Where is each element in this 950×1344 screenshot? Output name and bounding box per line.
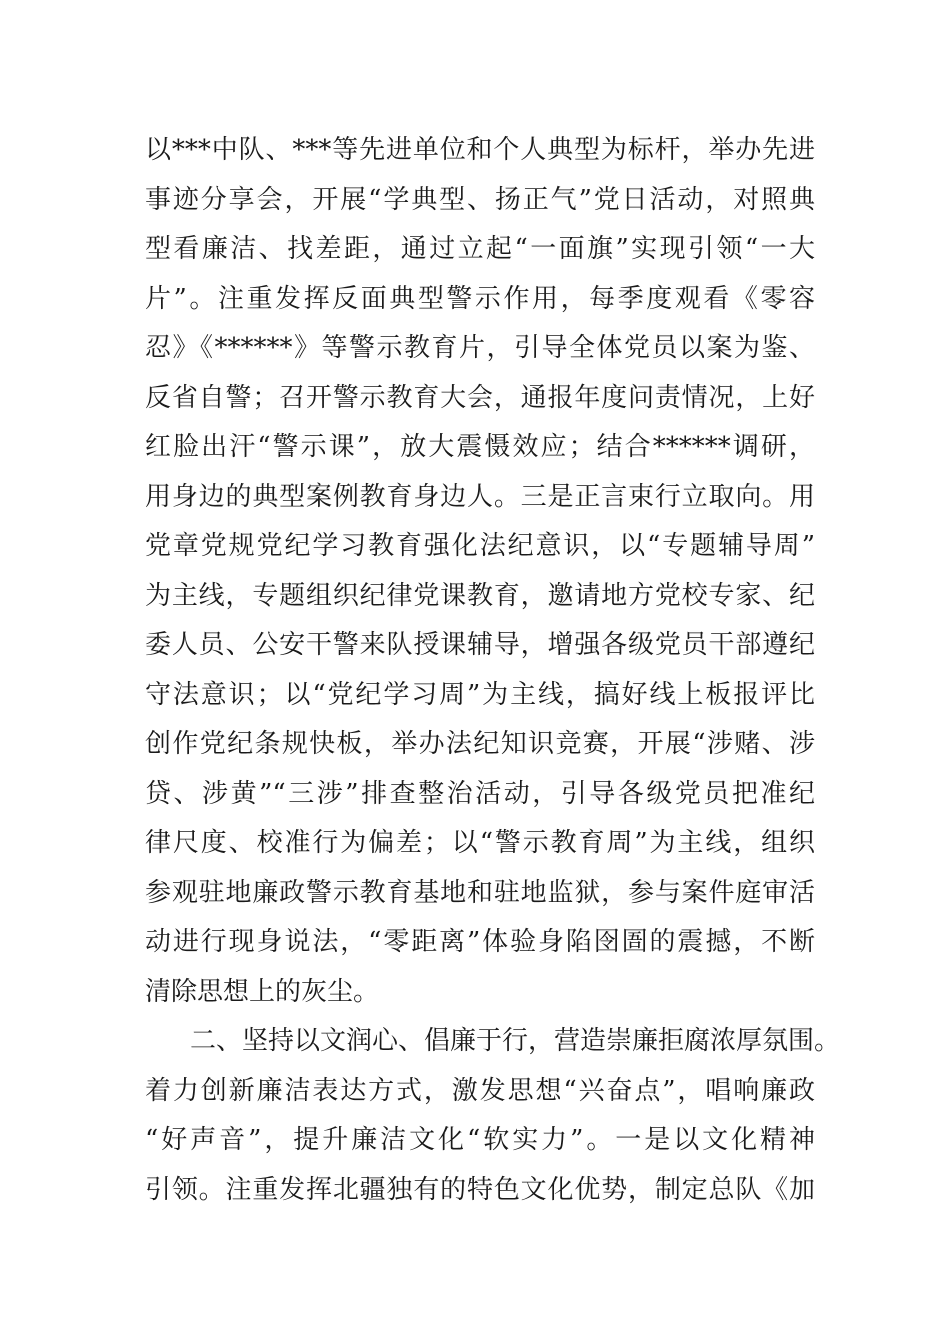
text-line: 忍》《******》等警示教育片，引导全体党员以案为鉴、 [145,333,815,363]
text-line: 用身边的典型案例教育身边人。三是正言束行立取向。用 [145,481,815,512]
text-line: 贷、涉黄”“三涉”排查整治活动，引导各级党员把准纪 [145,778,815,809]
text-line: 为主线，专题组织纪律党课教育，邀请地方党校专家、纪 [145,580,815,611]
text-line: 委人员、公安干警来队授课辅导，增强各级党员干部遵纪 [145,630,815,660]
text-line: 着力创新廉洁表达方式，激发思想“兴奋点”，唱响廉政 [145,1075,815,1106]
text-line: 守法意识；以“党纪学习周”为主线，搞好线上板报评比 [145,679,815,710]
text-line: “好声音”，提升廉洁文化“软实力”。一是以文化精神 [145,1125,815,1155]
text-line: 以***中队、***等先进单位和个人典型为标杆，举办先进 [145,135,815,165]
text-line: 型看廉洁、找差距，通过立起“一面旗”实现引领“一大 [145,234,815,264]
text-line: 引领。注重发挥北疆独有的特色文化优势，制定总队《加 [145,1174,815,1205]
text-line: 片”。注重发挥反面典型警示作用，每季度观看《零容 [145,283,815,314]
text-line: 动进行现身说法，“零距离”体验身陷囹圄的震撼，不断 [145,927,815,957]
text-line: 红脸出汗“警示课”，放大震慑效应；结合******调研， [145,432,815,462]
text-line: 创作党纪条规快板，举办法纪知识竞赛，开展“涉赌、涉 [145,729,815,759]
section-heading-line: 二、坚持以文润心、倡廉于行，营造崇廉拒腐浓厚氛围。 [190,1026,841,1056]
text-line: 党章党规党纪学习教育强化法纪意识，以“专题辅导周” [145,531,815,561]
body-text [145,126,841,1215]
text-line: 事迹分享会，开展“学典型、扬正气”党日活动，对照典 [145,184,815,215]
paragraph-end-line: 清除思想上的灰尘。 [145,976,380,1007]
text-line: 参观驻地廉政警示教育基地和驻地监狱，参与案件庭审活 [145,877,815,908]
text-line: 反省自警；召开警示教育大会，通报年度问责情况，上好 [145,382,815,413]
text-line: 律尺度、校准行为偏差；以“警示教育周”为主线，组织 [145,828,815,858]
